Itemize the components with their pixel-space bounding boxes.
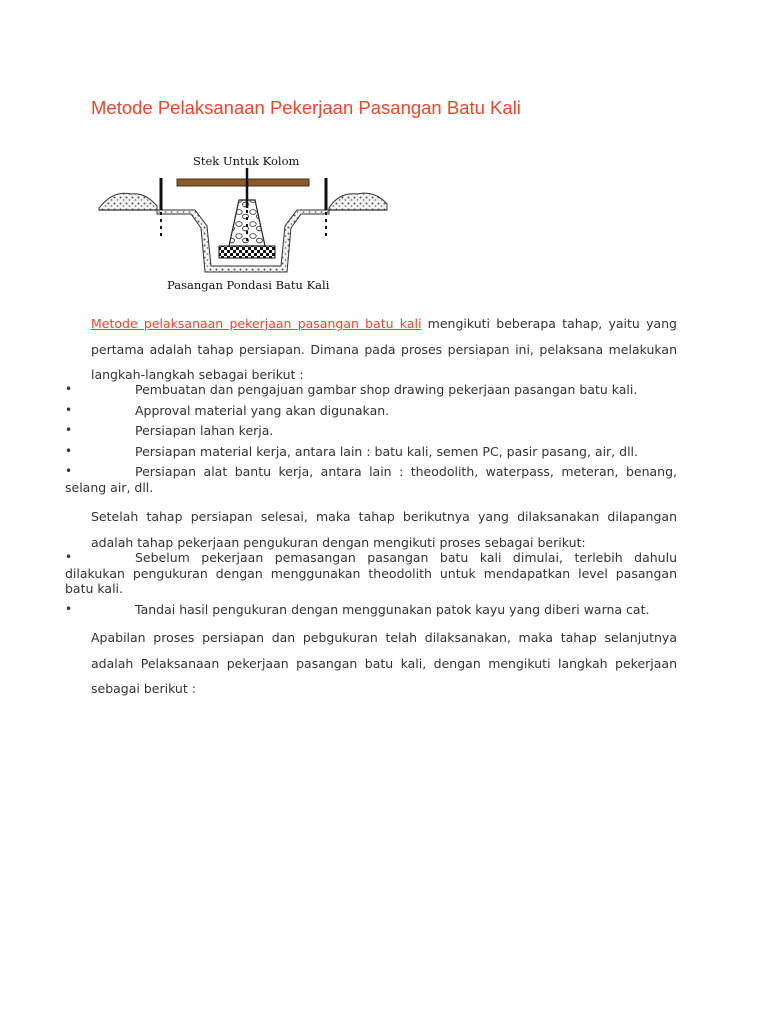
list-item-text: Approval material yang akan digunakan.	[135, 402, 390, 418]
list-item-text: Sebelum pekerjaan pemasangan pasangan batu kali dimulai, terlebih dahulu dilakukan pengukuran dengan menggunakan theodolith untuk mendapatkan level pasangan batu kali.	[65, 550, 677, 596]
bullet-dot: •	[65, 443, 73, 458]
left-soil-pile	[99, 193, 157, 210]
list-item-text: Persiapan lahan kerja.	[135, 423, 274, 438]
list-item	[65, 602, 677, 618]
diagram-top-label: Stek Untuk Kolom	[193, 154, 300, 168]
list-item	[65, 444, 677, 460]
execution-paragraph: Apabilan proses persiapan dan pebgukuran telah dilaksanakan, maka tahap selanjutnya adalah Pelaksanaan pekerjaan pasangan batu kali, dengan mengikuti langkah pekerjaan sebagai berikut :	[91, 630, 677, 696]
bullet-dot: •	[65, 601, 73, 616]
list-item	[65, 423, 677, 439]
bullet-dot: •	[65, 402, 73, 417]
list-item	[65, 464, 677, 495]
foundation-diagram	[95, 148, 390, 296]
preparation-list	[65, 382, 677, 500]
foundation-diagram-drawing	[95, 148, 390, 296]
list-item-text: Tandai hasil pengukuran dengan menggunakan patok kayu yang diberi warna cat.	[135, 601, 650, 617]
list-item	[65, 403, 677, 419]
lean-concrete-layer	[219, 246, 275, 258]
list-item-text: Persiapan material kerja, antara lain : batu kali, semen PC, pasir pasang, air, dll.	[135, 443, 638, 459]
bullet-dot: •	[65, 423, 73, 437]
list-item-text: Persiapan alat bantu kerja, antara lain : theodolith, waterpass, meteran, benang, selang air, dll.	[65, 464, 677, 495]
intro-text: mengikuti beberapa tahap, yaitu yang pertama adalah tahap persiapan. Dimana pada proses persiapan ini, pelaksana melakukan langkah-langkah sebagai berikut :	[91, 316, 677, 382]
right-soil-pile	[329, 193, 387, 210]
list-item-text: Pembuatan dan pengajuan gambar shop drawing pekerjaan pasangan batu kali.	[135, 382, 638, 397]
bullet-dot: •	[65, 464, 73, 478]
intro-paragraph	[91, 311, 677, 388]
intro-link[interactable]: Metode pelaksanaan pekerjaan pasangan batu kali	[91, 316, 422, 331]
measurement-paragraph: Setelah tahap persiapan selesai, maka tahap berikutnya yang dilaksanakan dilapangan adalah tahap pekerjaan pengukuran dengan mengikuti proses sebagai berikut:	[91, 509, 677, 550]
page-title: Metode Pelaksanaan Pekerjaan Pasangan Batu Kali	[91, 97, 521, 118]
list-item	[65, 382, 677, 398]
measurement-list	[65, 550, 677, 622]
bullet-dot: •	[65, 382, 73, 396]
bullet-dot: •	[65, 550, 73, 564]
diagram-bottom-label: Pasangan Pondasi Batu Kali	[167, 278, 330, 292]
list-item	[65, 550, 677, 597]
wooden-beam	[177, 179, 309, 186]
